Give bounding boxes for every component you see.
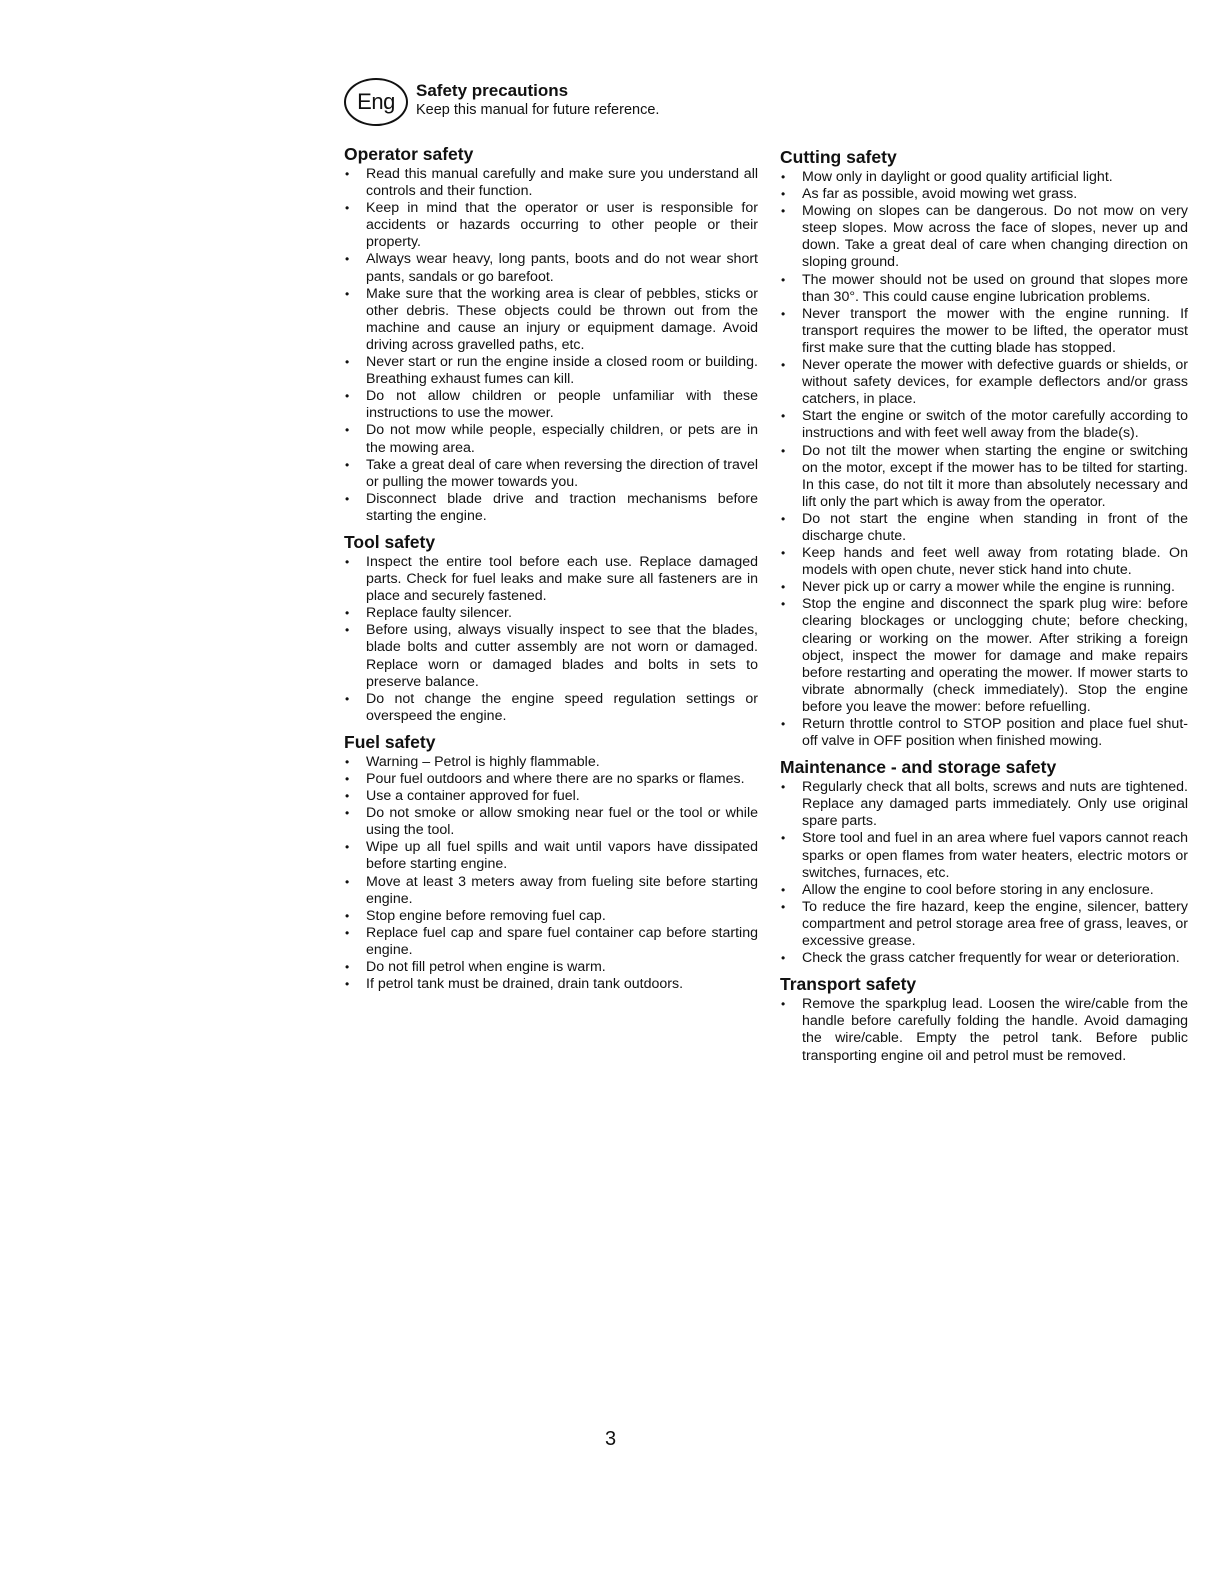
list-item: • Return throttle control to STOP position and place fuel shut-off valve in OFF position when finished mowing. <box>780 716 1188 750</box>
page-subtitle: Keep this manual for future reference. <box>416 102 660 118</box>
list-item: • Remove the sparkplug lead. Loosen the wire/cable from the handle before carefully folding the handle. Avoid damaging the wire/cable. Empty the petrol tank. Before public transporting engine oil and petrol must be removed. <box>780 996 1188 1064</box>
list-item: • Regularly check that all bolts, screws and nuts are tightened. Replace any damaged parts immediately. Only use original spare parts. <box>780 779 1188 830</box>
section-title: Transport safety <box>780 974 917 995</box>
list-item: • Pour fuel outdoors and where there are no sparks or flames. <box>344 771 758 788</box>
bullet-list <box>344 166 758 525</box>
list-item: • Replace faulty silencer. <box>344 605 758 622</box>
list-item: • Use a container approved for fuel. <box>344 788 758 805</box>
list-item: • Do not start the engine when standing in front of the discharge chute. <box>780 511 1188 545</box>
section-transport-safety <box>780 974 1188 1064</box>
bullet-list <box>344 554 758 725</box>
left-column <box>344 144 758 993</box>
list-item: • Do not smoke or allow smoking near fuel or the tool or while using the tool. <box>344 805 758 839</box>
list-item: • Do not tilt the mower when starting the engine or switching on the motor, except if the mower has to be tilted for starting. In this case, do not tilt it more than absolutely necessary and lift only the part which is away from the operator. <box>780 443 1188 511</box>
list-item: • Check the grass catcher frequently for wear or deterioration. <box>780 950 1188 967</box>
section-title: Operator safety <box>344 144 474 164</box>
list-item: • As far as possible, avoid mowing wet grass. <box>780 186 1188 203</box>
list-item: • Make sure that the working area is clear of pebbles, sticks or other debris. These objects could be thrown out from the machine and cause an injury or equipment damage. Avoid driving across gravelled paths, etc. <box>344 286 758 354</box>
list-item: • Do not mow while people, especially children, or pets are in the mowing area. <box>344 422 758 456</box>
section-cutting-safety <box>780 147 1188 750</box>
list-item: • Disconnect blade drive and traction mechanisms before starting the engine. <box>344 491 758 525</box>
list-item: • Allow the engine to cool before storing in any enclosure. <box>780 882 1188 899</box>
language-badge-icon: Eng <box>344 78 408 126</box>
list-item: • Stop engine before removing fuel cap. <box>344 908 758 925</box>
section-title: Maintenance - and storage safety <box>780 757 1057 778</box>
list-item: • Never operate the mower with defective guards or shields, or without safety devices, for example deflectors and/or grass catchers, in place. <box>780 357 1188 408</box>
section-maintenance-storage-safety <box>780 757 1188 967</box>
list-item: • Wipe up all fuel spills and wait until vapors have dissipated before starting engine. <box>344 839 758 873</box>
list-item: • Do not fill petrol when engine is warm. <box>344 959 758 976</box>
section-title: Tool safety <box>344 531 436 552</box>
page-title: Safety precautions <box>416 81 569 100</box>
list-item: • Warning – Petrol is highly flammable. <box>344 754 758 771</box>
list-item: • Never transport the mower with the engine running. If transport requires the mower to be lifted, the operator must first make sure that the cutting blade has stopped. <box>780 306 1188 357</box>
bullet-list <box>780 779 1188 967</box>
list-item: • If petrol tank must be drained, drain tank outdoors. <box>344 976 758 993</box>
list-item: • Move at least 3 meters away from fueling site before starting engine. <box>344 874 758 908</box>
list-item: • Inspect the entire tool before each use. Replace damaged parts. Check for fuel leaks and make sure all fasteners are in place and securely fastened. <box>344 554 758 605</box>
list-item: • Mowing on slopes can be dangerous. Do not mow on very steep slopes. Mow across the face of slopes, never up and down. Take a great deal of care when changing direction on sloping ground. <box>780 203 1188 271</box>
list-item: • To reduce the fire hazard, keep the engine, silencer, battery compartment and petrol storage area free of grass, leaves, or excessive grease. <box>780 899 1188 950</box>
section-fuel-safety <box>344 732 758 993</box>
bullet-list <box>780 169 1188 750</box>
list-item: • Start the engine or switch of the motor carefully according to instructions and with feet well away from the blade(s). <box>780 408 1188 442</box>
list-item: • Never pick up or carry a mower while the engine is running. <box>780 579 1188 596</box>
list-item: • Before using, always visually inspect to see that the blades, blade bolts and cutter assembly are not worn or damaged. Replace worn or damaged blades and bolts in sets to preserve balance. <box>344 622 758 690</box>
list-item: • Store tool and fuel in an area where fuel vapors cannot reach sparks or open flames from water heaters, electric motors or switches, furnaces, etc. <box>780 830 1188 881</box>
list-item: • Do not allow children or people unfamiliar with these instructions to use the mower. <box>344 388 758 422</box>
list-item: • Always wear heavy, long pants, boots and do not wear short pants, sandals or go barefoot. <box>344 251 758 285</box>
list-item: • Mow only in daylight or good quality artificial light. <box>780 169 1188 186</box>
section-title: Cutting safety <box>780 147 897 167</box>
section-tool-safety <box>344 532 758 725</box>
list-item: • The mower should not be used on ground that slopes more than 30°. This could cause engine lubrication problems. <box>780 272 1188 306</box>
list-item: • Keep hands and feet well away from rotating blade. On models with open chute, never stick hand into chute. <box>780 545 1188 579</box>
section-operator-safety <box>344 144 758 525</box>
page-number: 3 <box>604 1428 617 1450</box>
list-item: • Replace fuel cap and spare fuel container cap before starting engine. <box>344 925 758 959</box>
list-item: • Do not change the engine speed regulation settings or overspeed the engine. <box>344 691 758 725</box>
list-item: • Read this manual carefully and make sure you understand all controls and their function. <box>344 166 758 200</box>
list-item: • Take a great deal of care when reversing the direction of travel or pulling the mower towards you. <box>344 457 758 491</box>
list-item: • Stop the engine and disconnect the spark plug wire: before clearing blockages or unclogging chute; before checking, clearing or working on the mower. After striking a foreign object, inspect the mower for damage and make repairs before restarting and operating the mower. If mower starts to vibrate abnormally (check immediately). Stop the engine before you leave the mower: before refuelling. <box>780 596 1188 716</box>
bullet-list <box>344 754 758 993</box>
bullet-list <box>780 996 1188 1064</box>
list-item: • Keep in mind that the operator or user is responsible for accidents or hazards occurring to other people or their property. <box>344 200 758 251</box>
section-title: Fuel safety <box>344 731 436 752</box>
right-column <box>780 147 1188 1065</box>
list-item: • Never start or run the engine inside a closed room or building. Breathing exhaust fumes can kill. <box>344 354 758 388</box>
